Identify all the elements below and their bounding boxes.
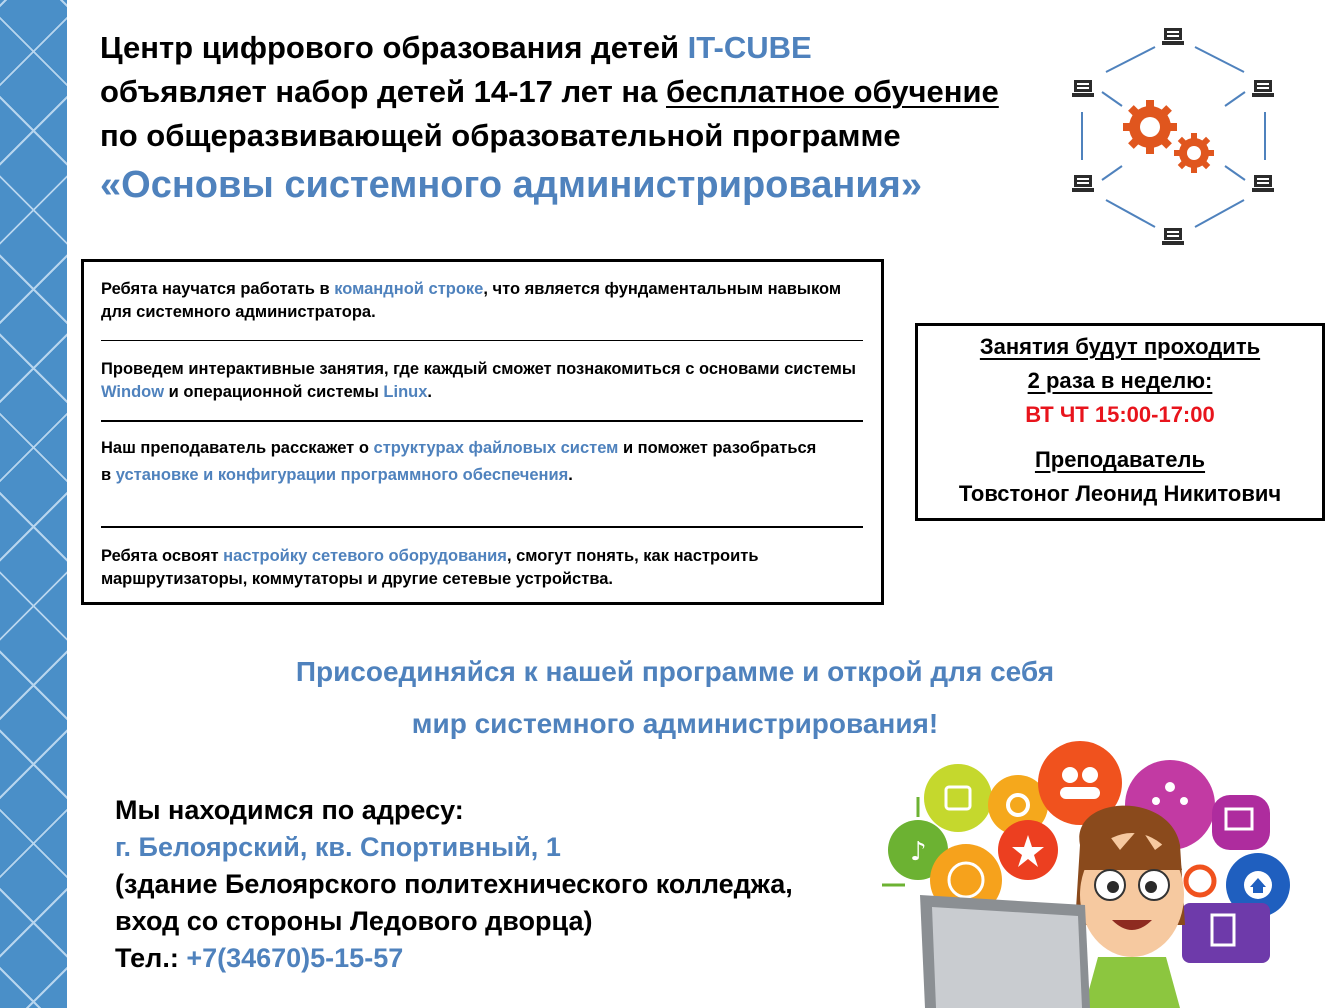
header-line-3: по общеразвивающей образовательной программе	[100, 118, 901, 153]
computer-icon	[1252, 175, 1274, 192]
boy-shirt	[1084, 957, 1180, 1008]
cta-line-1: Присоединяйся к нашей программе и открой для себя	[295, 656, 1055, 687]
info-item-file-systems-line-1: Наш преподаватель расскажет о структурах файловых систем и поможет разобраться	[101, 439, 817, 457]
gear-icon	[1174, 133, 1214, 173]
svg-text:♪: ♪	[910, 837, 927, 867]
address-entrance: вход со стороны Ледового дворца)	[115, 906, 593, 936]
header-line-2-text: объявляет набор детей 14-17 лет на	[100, 74, 667, 109]
program-title: «Основы системного администрирования»	[100, 164, 922, 206]
schedule-box	[915, 323, 1325, 521]
computer-icon	[1252, 80, 1274, 97]
computer-icon	[1162, 28, 1184, 45]
address-label: Мы находимся по адресу:	[115, 795, 464, 825]
touch-screen-icon	[1212, 795, 1270, 850]
teacher-name: Товстоног Леонид Никитович	[958, 481, 1282, 506]
divider	[101, 420, 863, 422]
phone-line	[115, 940, 875, 977]
free-education-text: бесплатное обучение	[666, 74, 999, 109]
computer-icon	[1162, 228, 1184, 245]
header-line-1	[100, 26, 1060, 70]
info-item-file-systems-line-2: в установке и конфигурации программного обеспечения.	[101, 466, 573, 484]
phone-number: +7(34670)5-15-57	[186, 943, 404, 973]
info-item-file-systems	[101, 437, 876, 487]
gear-icon	[1186, 867, 1214, 895]
schedule-frequency: 2 раза в неделю:	[1027, 368, 1213, 393]
computer-icon	[1072, 175, 1094, 192]
address-building: (здание Белоярского политехнического колледжа,	[115, 869, 793, 899]
document-icon	[1182, 903, 1270, 963]
info-item-command-line: Ребята научатся работать в командной строке, что является фундаментальным навыком для системного администратора.	[101, 280, 842, 321]
schedule-time: ВТ ЧТ 15:00-17:00	[1025, 402, 1215, 427]
divider	[101, 526, 863, 528]
teacher-label: Преподаватель	[1034, 447, 1206, 472]
info-item-systems: Проведем интерактивные занятия, где каждый сможет познакомиться с основами системы Window и операционной системы Linux.	[101, 360, 856, 401]
header	[100, 26, 1060, 212]
divider	[101, 340, 863, 341]
cta-line-2: мир системного администрирования!	[411, 708, 939, 739]
schedule-heading: Занятия будут проходить	[979, 334, 1261, 359]
address-block	[115, 792, 875, 977]
shopping-bag-icon	[924, 764, 992, 832]
network-graphic	[1060, 20, 1290, 250]
computer-icon	[1072, 80, 1094, 97]
brand-name: IT-CUBE	[687, 30, 812, 65]
gear-icon	[1123, 100, 1177, 154]
course-info-box	[81, 259, 884, 605]
network-lines	[1082, 47, 1265, 227]
header-line-2	[100, 70, 1060, 114]
address-city: г. Белоярский, кв. Спортивный, 1	[115, 832, 561, 862]
header-line-1-text: Центр цифрового образования детей	[100, 30, 688, 65]
info-item-networking: Ребята освоят настройку сетевого оборудования, смогут понять, как настроить маршрутизаторы, коммутаторы и другие сетевые устройства.	[101, 547, 759, 588]
phone-label: Тел.:	[115, 943, 187, 973]
decorative-stripe	[0, 0, 67, 1008]
student-illustration	[870, 735, 1300, 1008]
